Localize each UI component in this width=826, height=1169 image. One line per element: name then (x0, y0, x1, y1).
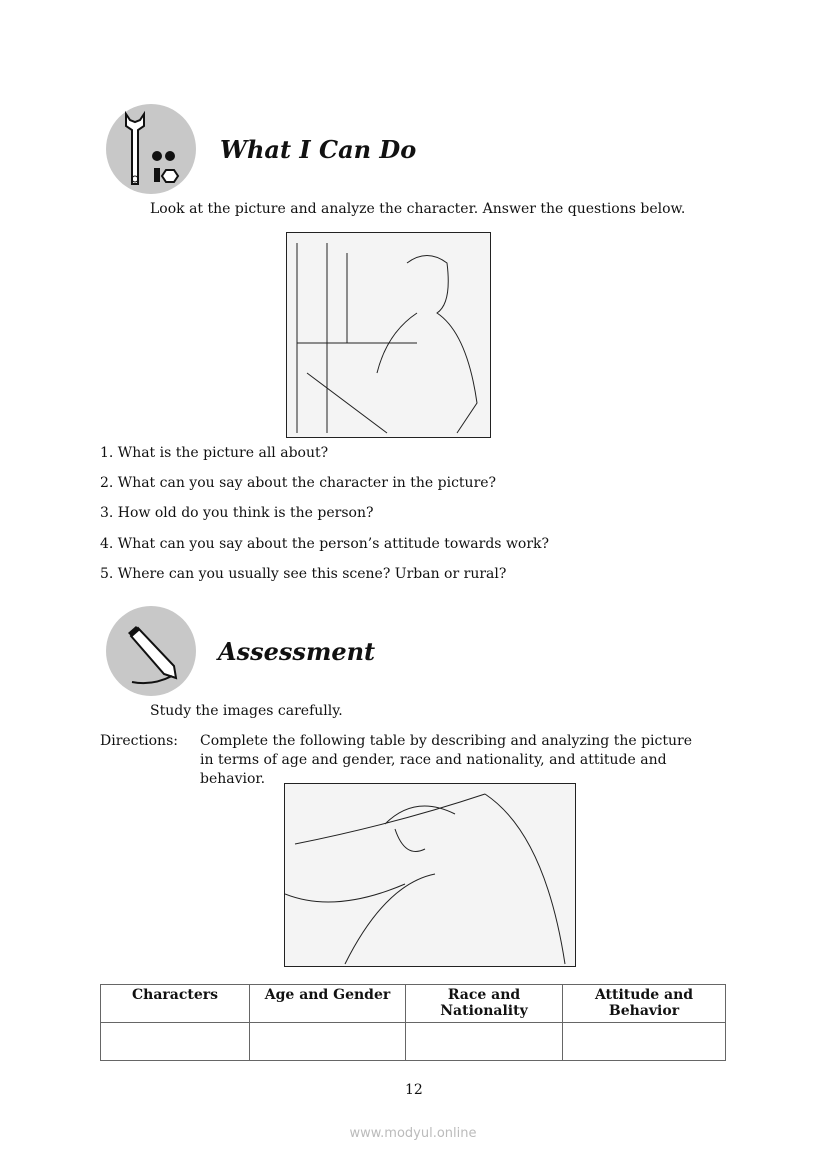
table-header-row (101, 985, 726, 1023)
assessment-table (100, 984, 726, 1061)
table-cell[interactable] (101, 1023, 250, 1061)
table-cell[interactable] (250, 1023, 406, 1061)
table-cell[interactable] (563, 1023, 726, 1061)
header-age-gender: Age and Gender (250, 985, 406, 1023)
header-characters: Characters (101, 985, 250, 1023)
directions-text: Complete the following table by describing and analyzing the picture (200, 733, 692, 749)
section-title-assessment: Assessment (218, 637, 376, 666)
header-attitude-behavior: Attitude and Behavior (563, 985, 726, 1023)
wrench-tools-icon (106, 104, 196, 194)
directions-text: in terms of age and gender, race and nationality, and attitude and (200, 752, 667, 768)
page-number: 12 (405, 1082, 423, 1098)
header-race-nationality: Race and Nationality (406, 985, 563, 1023)
question: 3. How old do you think is the person? (100, 505, 374, 521)
instruction: Look at the picture and analyze the character. Answer the questions below. (150, 201, 686, 217)
assessment-instruction: Study the images carefully. (150, 703, 343, 719)
table-cell[interactable] (406, 1023, 563, 1061)
weaver-illustration (286, 232, 491, 438)
table-row (101, 1023, 726, 1061)
question: 2. What can you say about the character in the picture? (100, 475, 497, 491)
section-title-what-i-can-do: What I Can Do (220, 135, 417, 164)
question: 1. What is the picture all about? (100, 445, 329, 461)
question: 4. What can you say about the person’s attitude towards work? (100, 536, 550, 552)
directions-text: behavior. (200, 771, 266, 787)
directions-label: Directions: (100, 733, 178, 749)
pencil-icon (106, 606, 196, 696)
farmer-illustration (284, 783, 576, 967)
watermark: www.modyul.online (349, 1126, 477, 1141)
question: 5. Where can you usually see this scene? Urban or rural? (100, 566, 507, 582)
